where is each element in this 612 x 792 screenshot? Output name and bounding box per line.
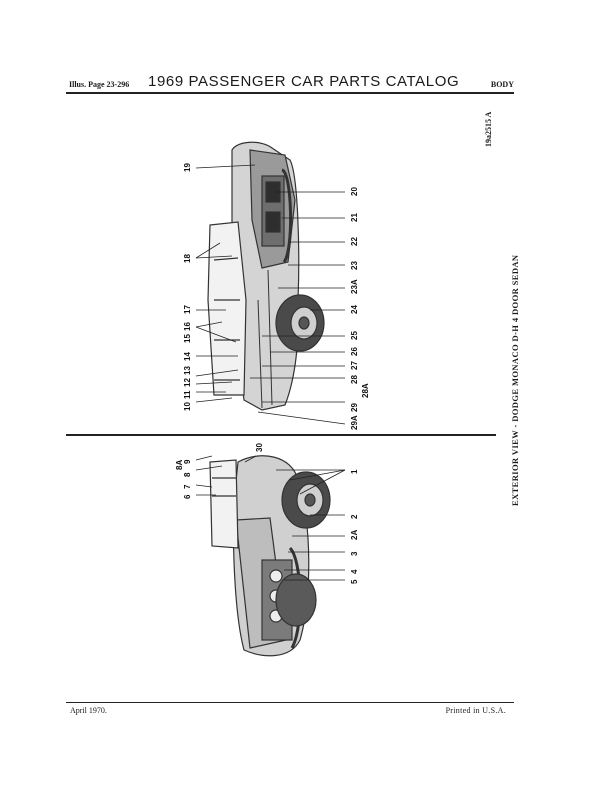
callout-label: 12 (183, 378, 192, 387)
callout-label: 8A (175, 459, 184, 470)
callout-label: 1 (350, 469, 359, 474)
callout-label: 4 (350, 569, 359, 574)
footer-date: April 1970. (70, 706, 107, 715)
illustration-page-ref: Illus. Page 23-296 (69, 80, 130, 89)
callout-label: 18 (183, 254, 192, 263)
figure-divider (66, 434, 496, 436)
footer-printed: Printed in U.S.A. (445, 706, 506, 715)
upper-car-drawing (208, 142, 324, 410)
callout-label: 19 (183, 163, 192, 172)
callout-label: 17 (183, 305, 192, 314)
callout-label: 5 (350, 579, 359, 584)
callout-label: 26 (350, 347, 359, 356)
catalog-title: 1969 PASSENGER CAR PARTS CATALOG (148, 73, 460, 90)
callout-label: 3 (350, 551, 359, 556)
section-label: BODY (490, 80, 514, 89)
figure-caption: EXTERIOR VIEW - DODGE MONACO D-H 4 DOOR SEDAN (510, 254, 520, 506)
callout-label: 9 (183, 459, 192, 464)
callout-label: 29 (350, 403, 359, 412)
callout-label: 29A (350, 415, 359, 430)
callout-label: 15 (183, 334, 192, 343)
callout-label: 7 (183, 484, 192, 489)
callout-label: 23A (350, 279, 359, 294)
callout-label: 13 (183, 366, 192, 375)
callout-label: 8 (183, 472, 192, 477)
callout-label: 16 (183, 322, 192, 331)
footer-rule (66, 702, 514, 703)
callout-label: 22 (350, 237, 359, 246)
callout-label: 2 (350, 514, 359, 519)
callout-label: 23 (350, 261, 359, 270)
callout-label: 10 (183, 402, 192, 411)
callout-label: 14 (183, 352, 192, 361)
callout-label: 28 (350, 375, 359, 384)
callout-label: 6 (183, 494, 192, 499)
callout-label: 11 (183, 390, 192, 399)
callout-label: 24 (350, 305, 359, 314)
callout-label: 30 (255, 443, 264, 452)
figure-code: 19a2515 A (484, 111, 493, 147)
callout-label: 25 (350, 331, 359, 340)
callout-label: 27 (350, 361, 359, 370)
callout-label: 21 (350, 213, 359, 222)
callout-label: 28A (361, 383, 370, 398)
callout-label: 2A (350, 529, 359, 540)
lower-car-drawing (210, 456, 330, 656)
callout-label: 20 (350, 187, 359, 196)
